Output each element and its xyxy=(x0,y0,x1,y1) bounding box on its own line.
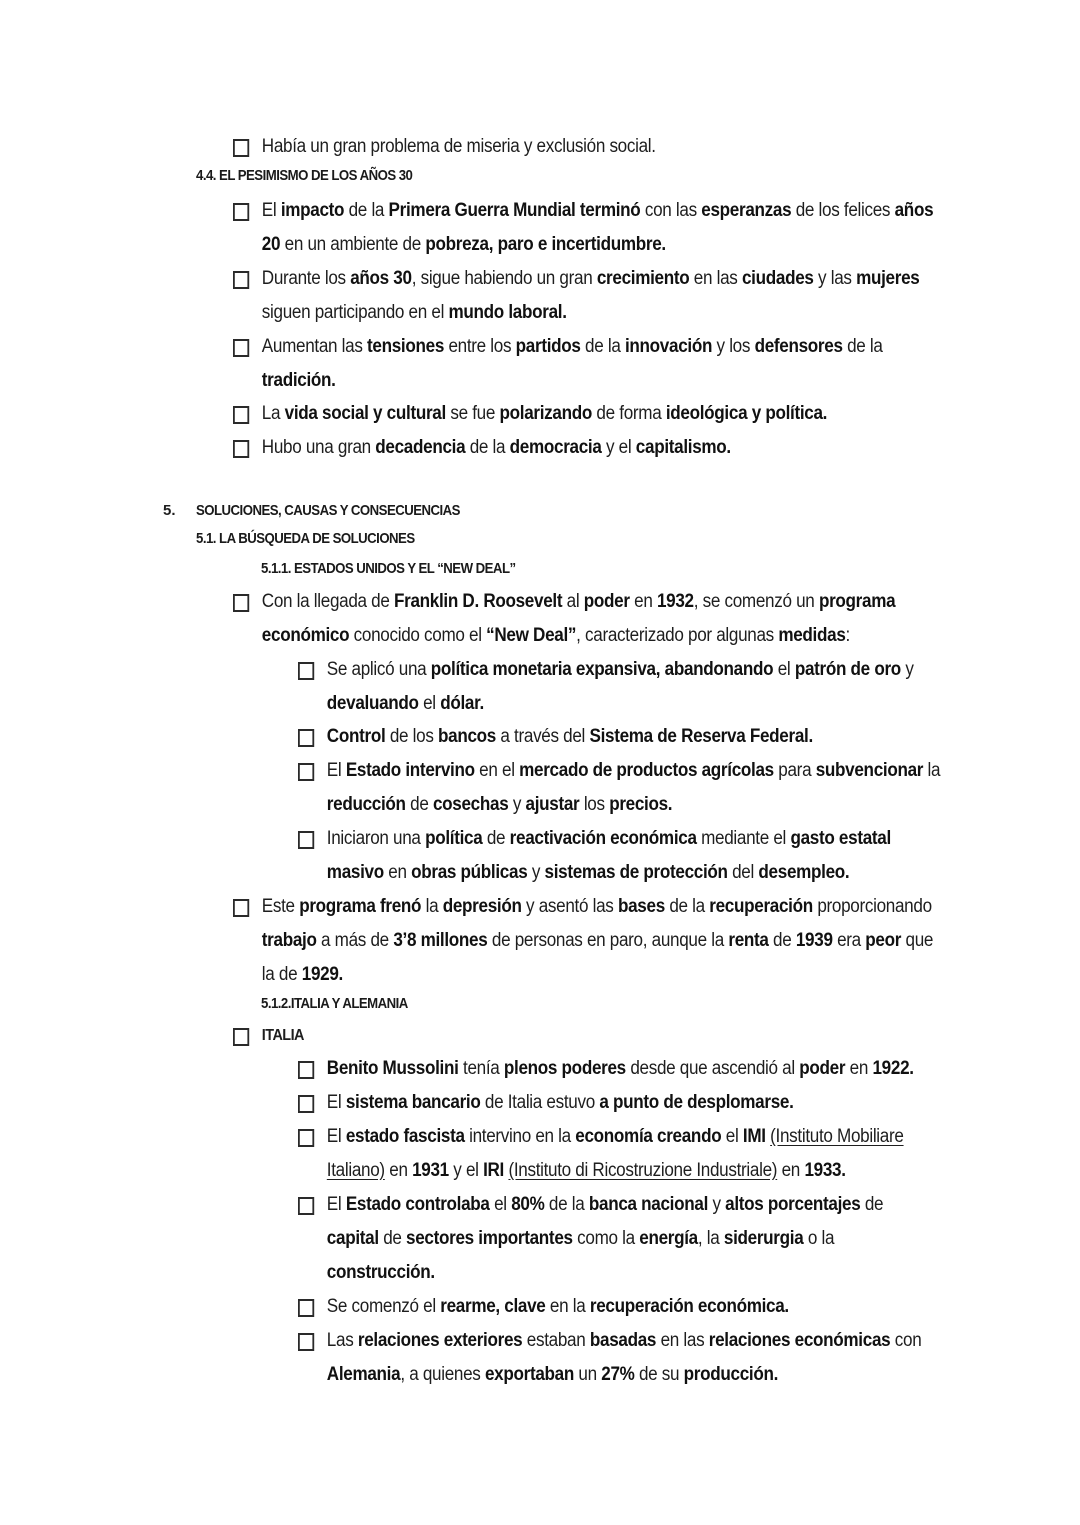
checkbox-icon[interactable] xyxy=(298,1129,314,1147)
item-text: La vida social y cultural se fue polarizando de forma ideológica y política. xyxy=(261,403,828,424)
section-5-heading: SOLUCIONES, CAUSAS Y CONSECUENCIAS xyxy=(196,502,460,519)
part-5-1-2-heading: 5.1.2.ITALIA Y ALEMANIA xyxy=(261,995,408,1012)
item-text: Benito Mussolini tenía plenos poderes desde que ascendió al poder en 1922. xyxy=(326,1058,914,1079)
checklist-subitem xyxy=(298,1052,946,1086)
checkbox-icon[interactable] xyxy=(298,1333,314,1351)
item-text: El estado fascista intervino en la economía creando el IMI (Instituto Mobiliare Italiano) en 1931 y el IRI (Instituto di Ricostruzione Industriale) en 1933. xyxy=(326,1126,904,1181)
checkbox-icon[interactable] xyxy=(298,729,314,747)
checklist-subitem xyxy=(298,1290,946,1324)
checkbox-icon[interactable] xyxy=(298,763,314,781)
item-text: Iniciaron una política de reactivación económica mediante el gasto estatal masivo en obras públicas y sistemas de protección del desempleo. xyxy=(326,828,891,883)
checkbox-icon[interactable] xyxy=(233,1028,249,1046)
checklist-item xyxy=(233,330,904,398)
checkbox-icon[interactable] xyxy=(233,440,249,458)
item-text: El sistema bancario de Italia estuvo a punto de desplomarse. xyxy=(326,1092,794,1113)
section-4-4-heading: 4.4. EL PESIMISMO DE LOS AÑOS 30 xyxy=(196,167,413,184)
section-5-number: 5. xyxy=(163,502,176,519)
item-text: Se aplicó una política monetaria expansiva, abandonando el patrón de oro y devaluando el dólar. xyxy=(326,659,914,714)
part-5-1-1-heading: 5.1.1. ESTADOS UNIDOS Y EL “NEW DEAL” xyxy=(261,560,516,577)
checklist-item xyxy=(233,397,944,431)
checklist-item xyxy=(233,585,917,653)
subsection-5-1-heading: 5.1. LA BÚSQUEDA DE SOLUCIONES xyxy=(196,530,415,547)
checkbox-icon[interactable] xyxy=(233,139,249,157)
checklist-item xyxy=(233,890,944,992)
checklist-subitem xyxy=(298,754,946,822)
item-text: El Estado controlaba el 80% de la banca nacional y altos porcentajes de capital de sectores importantes como la energía, la siderurgia o la construcción. xyxy=(326,1194,884,1283)
checklist-subitem xyxy=(298,1188,919,1290)
item-text: El impacto de la Primera Guerra Mundial terminó con las esperanzas de los felices años 20 en un ambiente de pobreza, paro e incertidumbre. xyxy=(261,200,934,255)
checklist-subitem xyxy=(298,653,933,721)
checkbox-icon[interactable] xyxy=(298,1299,314,1317)
checklist-subitem xyxy=(298,1120,946,1188)
checklist-subitem xyxy=(298,822,919,890)
item-text: Hubo una gran decadencia de la democracia y el capitalismo. xyxy=(261,437,731,458)
checkbox-icon[interactable] xyxy=(298,1197,314,1215)
item-text: Aumentan las tensiones entre los partidos de la innovación y los defensores de la tradición. xyxy=(261,336,883,391)
checklist-subitem xyxy=(298,720,933,754)
checklist-item xyxy=(233,130,890,164)
checklist-subitem xyxy=(298,1086,946,1120)
checklist-item xyxy=(233,262,944,330)
checkbox-icon[interactable] xyxy=(233,271,249,289)
item-text: Este programa frenó la depresión y asentó las bases de la recuperación proporcionando trabajo a más de 3’8 millones de personas en paro, aunque la renta de 1939 era peor que la de 1929. xyxy=(261,896,934,985)
item-text: Control de los bancos a través del Sistema de Reserva Federal. xyxy=(326,726,813,747)
checkbox-icon[interactable] xyxy=(233,406,249,424)
checklist-item xyxy=(233,431,944,465)
checklist-subitem xyxy=(298,1324,946,1392)
item-text: Las relaciones exteriores estaban basadas en las relaciones económicas con Alemania, a quienes exportaban un 27% de su producción. xyxy=(326,1330,922,1385)
item-text: Había un gran problema de miseria y exclusión social. xyxy=(261,136,656,157)
checklist-item xyxy=(233,194,944,262)
item-text: Durante los años 30, sigue habiendo un gran crecimiento en las ciudades y las mujeres siguen participando en el mundo laboral. xyxy=(261,268,920,323)
italia-label: ITALIA xyxy=(261,1027,304,1044)
checkbox-icon[interactable] xyxy=(298,662,314,680)
checkbox-icon[interactable] xyxy=(233,203,249,221)
item-text: Se comenzó el rearme, clave en la recuperación económica. xyxy=(326,1296,789,1317)
checklist-item-italia xyxy=(233,1019,503,1053)
item-text: Con la llegada de Franklin D. Roosevelt al poder en 1932, se comenzó un programa económico conocido como el “New Deal”, caracterizado por algunas medidas: xyxy=(261,591,896,646)
checkbox-icon[interactable] xyxy=(298,1061,314,1079)
item-text: El Estado intervino en el mercado de productos agrícolas para subvencionar la reducción de cosechas y ajustar los precios. xyxy=(326,760,941,815)
checkbox-icon[interactable] xyxy=(233,339,249,357)
checkbox-icon[interactable] xyxy=(233,594,249,612)
checkbox-icon[interactable] xyxy=(233,899,249,917)
checkbox-icon[interactable] xyxy=(298,831,314,849)
checkbox-icon[interactable] xyxy=(298,1095,314,1113)
